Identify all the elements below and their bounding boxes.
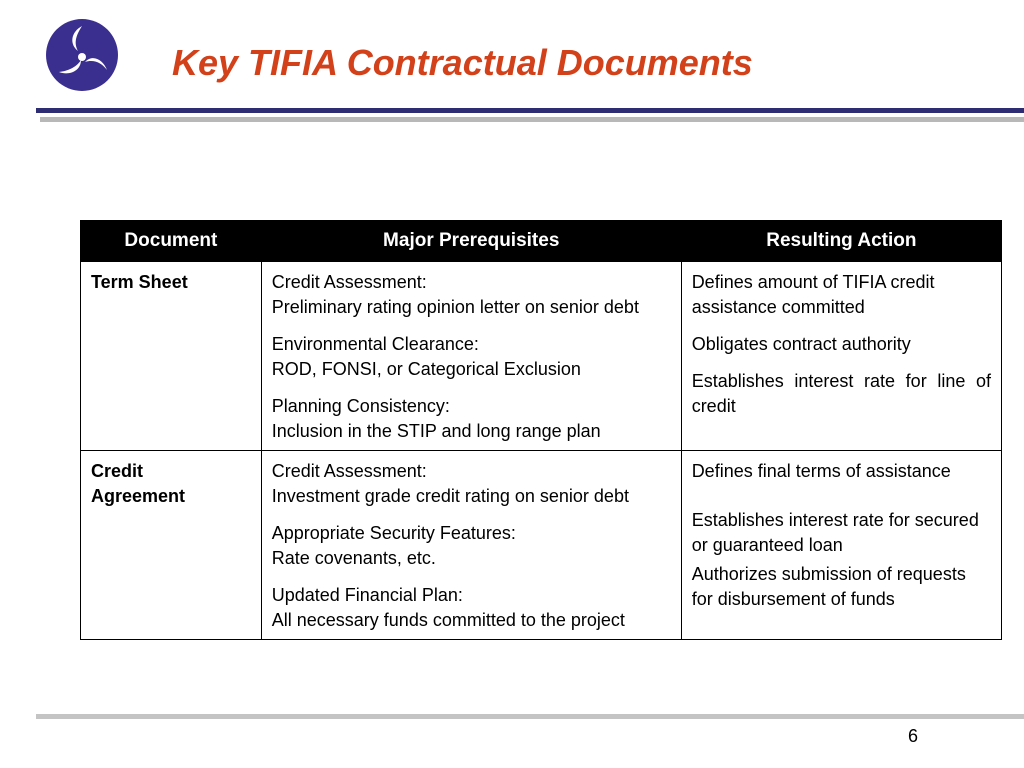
prerequisite-label: Environmental Clearance: bbox=[271, 334, 479, 354]
prerequisite-item bbox=[272, 394, 671, 444]
prerequisite-detail: All necessary funds committed to the project bbox=[271, 610, 625, 630]
prerequisite-label: Credit Assessment: bbox=[271, 272, 427, 292]
prerequisite-item bbox=[272, 332, 671, 382]
prerequisites-cell bbox=[261, 262, 681, 451]
table-row-term-sheet bbox=[81, 262, 1002, 451]
prerequisite-item bbox=[272, 521, 671, 571]
action-item: Establishes interest rate for line of credit bbox=[691, 371, 991, 416]
prerequisite-label: Credit Assessment: bbox=[271, 461, 427, 481]
spacer bbox=[692, 496, 991, 508]
prerequisite-item bbox=[272, 270, 671, 320]
dot-logo-icon bbox=[45, 18, 119, 92]
prerequisite-detail: Rate covenants, etc. bbox=[271, 548, 436, 568]
prerequisite-item bbox=[272, 583, 671, 633]
action-item: Defines final terms of assistance bbox=[691, 461, 951, 481]
action-item: Defines amount of TIFIA credit assistance committed bbox=[691, 272, 935, 317]
prerequisites-cell bbox=[261, 451, 681, 640]
action-item: Authorizes submission of requests for disbursement of funds bbox=[691, 564, 966, 609]
prerequisite-item bbox=[272, 459, 671, 509]
prerequisite-detail: Preliminary rating opinion letter on senior debt bbox=[271, 297, 639, 317]
prerequisite-detail: ROD, FONSI, or Categorical Exclusion bbox=[271, 359, 581, 379]
footer-rule bbox=[36, 714, 1024, 719]
document-cell bbox=[81, 451, 262, 640]
action-item: Establishes interest rate for secured or guaranteed loan bbox=[691, 510, 979, 555]
actions-cell bbox=[681, 451, 1001, 640]
column-header-document: Document bbox=[81, 221, 262, 262]
prerequisite-detail: Investment grade credit rating on senior debt bbox=[271, 486, 629, 506]
header-rule-secondary bbox=[40, 117, 1024, 122]
page-title: Key TIFIA Contractual Documents bbox=[172, 42, 753, 83]
prerequisite-label: Appropriate Security Features: bbox=[271, 523, 516, 543]
document-name-line1: Credit bbox=[91, 461, 144, 481]
page-number: 6 bbox=[908, 726, 919, 746]
actions-cell bbox=[681, 262, 1001, 451]
document-cell bbox=[81, 262, 262, 451]
document-name-line2: Agreement bbox=[91, 486, 186, 506]
contract-documents-table bbox=[80, 220, 1002, 640]
action-item: Obligates contract authority bbox=[691, 334, 911, 354]
table-header-row bbox=[81, 221, 1002, 262]
header-rule-primary bbox=[36, 108, 1024, 113]
document-name: Term Sheet bbox=[91, 272, 188, 292]
prerequisite-detail: Inclusion in the STIP and long range plan bbox=[271, 421, 601, 441]
prerequisite-label: Planning Consistency: bbox=[271, 396, 450, 416]
column-header-prerequisites: Major Prerequisites bbox=[261, 221, 681, 262]
column-header-action: Resulting Action bbox=[681, 221, 1001, 262]
table-row-credit-agreement bbox=[81, 451, 1002, 640]
prerequisite-label: Updated Financial Plan: bbox=[271, 585, 463, 605]
